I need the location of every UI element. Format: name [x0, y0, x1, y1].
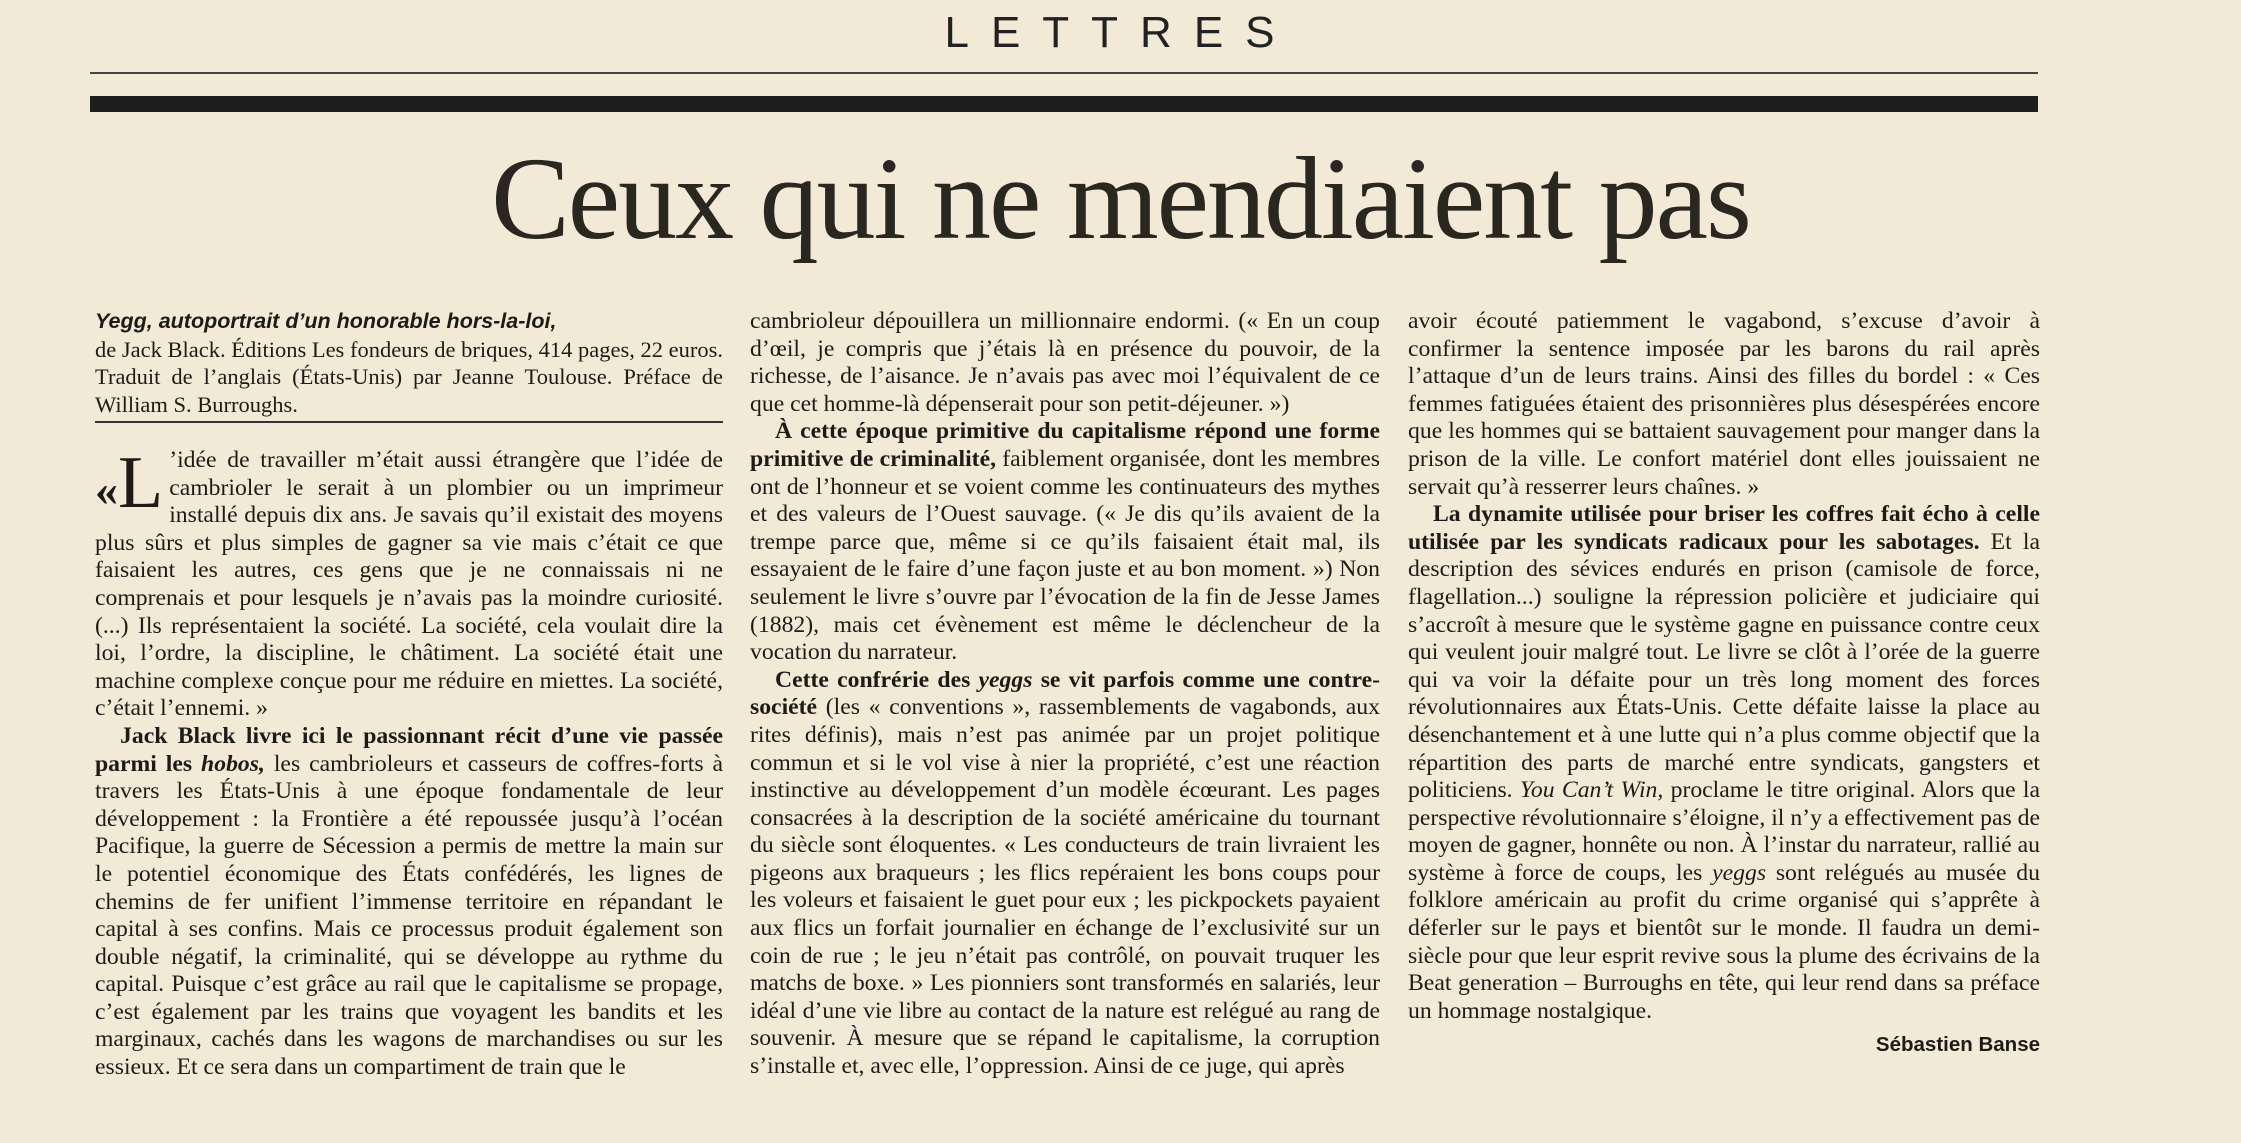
paragraph-2: Jack Black livre ici le passionnant récit d’une vie passée parmi les hobos, les cambrioleurs et casseurs de coffres-forts à travers les États-Unis à une époque fondamentale de leur développement : la Frontière a été repoussée jusqu’à l’océan Pacifique, la guerre de Sécession a permis de mettre la main sur le potentiel économique des États confédérés, les lignes de chemins de fer unifient l’immense territoire en répandant le capital à ses confins. Mais ce processus produit également son double négatif, la criminalité, qui se développe au rythme du capital. Puisque c’est grâce au rail que le capitalisme se propage, c’est également par les trains que voyagent les bandits et les marginaux, cachés dans les wagons de marchandises ou sur les essieux. Et ce sera dans un compartiment de train que le	[95, 722, 723, 1081]
dropcap: «L	[95, 442, 164, 524]
book-details: de Jack Black. Éditions Les fondeurs de briques, 414 pages, 22 euros. Traduit de l’anglais (États-Unis) par Jeanne Toulouse. Préface de William S. Burroughs.	[95, 336, 723, 417]
headline: Ceux qui ne mendiaient pas	[491, 133, 1750, 264]
author-signature: Sébastien Banse	[1875, 1033, 2040, 1057]
paragraph-5: La dynamite utilisée pour briser les coffres fait écho à celle utilisée par les syndicats radicaux pour les sabotages. Et la description des sévices endurés en prison (camisole de force, flagellation...) souligne la répression policière et judiciaire qui s’accroît à mesure que le système gagne en puissance contre ceux qui veulent jouir malgré tout. Le livre se clôt à l’orée de la guerre qui va voir la défaite pour un très long moment des forces révolutionnaires aux États-Unis. Cette défaite laisse la place au désenchantement et à une lutte qui n’a plus comme objectif que la répartition des parts de marché entre syndicats, gangsters et politiciens. You Can’t Win, proclame le titre original. Alors que la perspective révolutionnaire s’éloigne, il n’y a effectivement pas de moyen de gagner, honnête ou non. À l’instar du narrateur, rallié au système à force de coups, les yeggs sont relégués au musée du folklore américain au profit du crime organisé qui s’apprête à déferler sur le pays et bientôt sur le monde. Il faudra un demi-siècle pour que leur esprit revive sous la plume des écrivains de la Beat generation – Burroughs en tête, qui leur rend dans sa préface un hommage nostalgique.	[1408, 501, 2040, 1024]
top-thick-rule	[90, 96, 2038, 112]
paragraph-4-continued: avoir écouté patiemment le vagabond, s’excuse d’avoir à confirmer la sentence imposée par les barons du rail après l’attaque d’un de leurs trains. Ainsi des filles du bordel : « Ces femmes fatiguées étaient des prisonnières plus désespérées encore que les hommes qui se battaient sauvagement pour manger dans la prison de la ville. Le confort matériel dont elles jouissaient ne servait qu’à resserrer leurs chaînes. »	[1408, 308, 2040, 500]
paragraph-2-continued: cambrioleur dépouillera un millionnaire endormi. (« En un coup d’œil, je compris que j’étais là en présence du pouvoir, de la richesse, de l’aisance. Je n’avais pas avec moi l’équivalent de ce que cet homme-là dépenserait pour son petit-déjeuner. »)	[750, 308, 1380, 417]
column-2	[750, 308, 1380, 1081]
top-thin-rule	[90, 72, 2038, 74]
paragraph-2-text: les cambrioleurs et casseurs de coffres-forts à travers les États-Unis à une époque fondamentale de leur développement : la Frontière a été repoussée jusqu’à l’océan Pacifique, la guerre de Sécession a permis de mettre la main sur le potentiel économique des États confédérés, les lignes de chemins de fer unifient l’immense territoire en répandant le capital à ses confins. Mais ce processus produit également son double négatif, la criminalité, qui se développe au rythme du capital. Puisque c’est grâce au rail que le capitalisme se propage, c’est également par les trains que voyagent les bandits et les marginaux, cachés dans les wagons de marchandises ou sur les essieux. Et ce sera dans un compartiment de train que le	[95, 750, 723, 1081]
column-1	[95, 308, 723, 1082]
intro-quote: «L ’idée de travailler m’était aussi étrangère que l’idée de cambrioler le serait à un plombier ou un imprimeur installé depuis dix ans. Je savais qu’il existait des moyens plus sûrs et plus simples de gagner sa vie mais c’était ce que faisaient les autres, ces gens que je ne connaissais ni ne comprenais et pour lesquels je n’avais pas la moindre curiosité. (...) Ils représentaient la société. La société, cela voulait dire la loi, l’ordre, la discipline, le châtiment. La société était une machine complexe conçue pour me réduire en miettes. La société, c’était l’ennemi. »	[95, 442, 723, 722]
paragraph-3: À cette époque primitive du capitalisme répond une forme primitive de criminalité, faiblement organisée, dont les membres ont de l’honneur et se voient comme les continuateurs des mythes et des valeurs de l’Ouest sauvage. (« Je dis qu’ils avaient de la trempe parce que, même si ce qu’ils faisaient était mal, ils essayaient de le faire d’une façon juste et au bon moment. ») Non seulement le livre s’ouvre par l’évocation de la fin de Jesse James (1882), mais cet évènement est même le déclencheur de la vocation du narrateur.	[750, 418, 1380, 666]
paragraph-4: Cette confrérie des yeggs se vit parfois comme une contre-société (les « conventions », rassemblements de vagabonds, aux rites définis), mais n’est pas animée par un projet politique commun et si le vol vise à nier la propriété, c’est une réaction instinctive au développement d’un modèle écœurant. Les pages consacrées à la description de la société américaine du tournant du siècle sont éloquentes. « Les conducteurs de train livraient les pigeons aux braqueurs ; les flics repéraient les bons coups pour les voleurs et faisaient le guet pour eux ; les pickpockets payaient aux flics un forfait journalier en échange de l’exclusivité sur un coin de rue ; le jeu n’était pas contrôlé, on pouvait truquer les matchs de boxe. » Les pionniers sont transformés en salariés, leur idéal d’une vie libre au contact de la nature est relégué au rang de souvenir. À mesure que se répand le capitalisme, la corruption s’installe et, avec elle, l’oppression. Ainsi de ce juge, qui après	[750, 666, 1380, 1080]
book-info	[95, 308, 723, 423]
book-title: Yegg, autoportrait d’un honorable hors-la-loi,	[95, 309, 557, 333]
column-3	[1408, 308, 2040, 1059]
section-title: LETTRES	[944, 8, 1297, 57]
